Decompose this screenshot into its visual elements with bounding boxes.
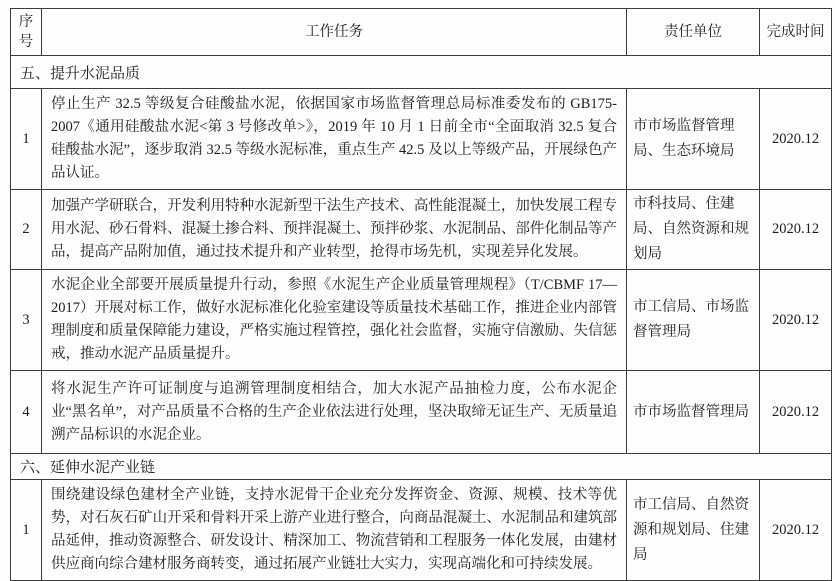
deadline-cell: 2020.12 — [760, 270, 832, 371]
section-title: 五、提升水泥品质 — [11, 56, 832, 89]
row-number-cell: 3 — [11, 270, 42, 371]
row-number-cell: 1 — [11, 89, 42, 190]
header-unit: 责任单位 — [627, 9, 760, 56]
deadline-cell: 2020.12 — [760, 371, 832, 454]
deadline-cell: 2020.12 — [760, 89, 832, 190]
unit-cell: 市市场监督管理局、生态环境局 — [627, 89, 760, 190]
row-number-cell: 4 — [11, 371, 42, 454]
row-number-cell: 2 — [11, 190, 42, 270]
unit-cell: 市工信局、市场监督管理局 — [627, 270, 760, 371]
table-row — [11, 371, 832, 454]
header-task: 工作任务 — [42, 9, 627, 56]
deadline-cell: 2020.12 — [760, 190, 832, 270]
section-row-6 — [11, 454, 832, 480]
header-row — [11, 9, 832, 56]
unit-cell: 市科技局、住建局、自然资源和规划局 — [627, 190, 760, 270]
table-row — [11, 89, 832, 190]
work-plan-table — [10, 8, 832, 581]
section-title: 六、延伸水泥产业链 — [11, 454, 832, 480]
task-cell: 水泥企业全部要开展质量提升行动，参照《水泥生产企业质量管理规程》（T/CBMF 17—2017）开展对标工作，做好水泥标准化化验室建设等质量技术基础工作，推进企业内部管理制度和质量保障能力建设，严格实施过程管控，强化社会监督，实施守信激励、失信惩戒，推动水泥产品质量提升。 — [42, 270, 627, 371]
unit-cell: 市工信局、自然资源和规划局、住建局 — [627, 480, 760, 581]
unit-cell: 市市场监督管理局 — [627, 371, 760, 454]
table-row — [11, 480, 832, 581]
table-row — [11, 270, 832, 371]
row-number-cell: 1 — [11, 480, 42, 581]
header-no: 序号 — [11, 9, 42, 56]
task-cell: 加强产学研联合，开发利用特种水泥新型干法生产技术、高性能混凝土，加快发展工程专用水泥、砂石骨料、混凝土掺合料、预拌混凝土、预拌砂浆、水泥制品、部件化制品等产品，提高产品附加值，通过技术提升和产业转型，抢得市场先机，实现差异化发展。 — [42, 190, 627, 270]
section-row-5 — [11, 56, 832, 89]
task-cell: 停止生产 32.5 等级复合硅酸盐水泥，依据国家市场监督管理总局标准委发布的 GB175-2007《通用硅酸盐水泥<第 3 号修改单>》，2019 年 10 月 1 日前全市“全面取消 32.5 复合硅酸盐水泥”，逐步取消 32.5 等级水泥标准，重点生产 42.5 及以上等级产品，开展绿色产品认证。 — [42, 89, 627, 190]
header-time: 完成时间 — [760, 9, 832, 56]
task-cell: 将水泥生产许可证制度与追溯管理制度相结合，加大水泥产品抽检力度，公布水泥企业“黑名单”，对产品质量不合格的生产企业依法进行处理，坚决取缔无证生产、无质量追溯产品标识的水泥企业。 — [42, 371, 627, 454]
table-row — [11, 190, 832, 270]
deadline-cell: 2020.12 — [760, 480, 832, 581]
task-cell: 围绕建设绿色建材全产业链，支持水泥骨干企业充分发挥资金、资源、规模、技术等优势，对石灰石矿山开采和骨料开采上游产业进行整合，向商品混凝土、水泥制品和建筑部品延伸，推动资源整合、研发设计、精深加工、物流营销和工程服务一体化发展，由建材供应商向综合建材服务商转变，通过拓展产业链壮大实力，实现高端化和可持续发展。 — [42, 480, 627, 581]
